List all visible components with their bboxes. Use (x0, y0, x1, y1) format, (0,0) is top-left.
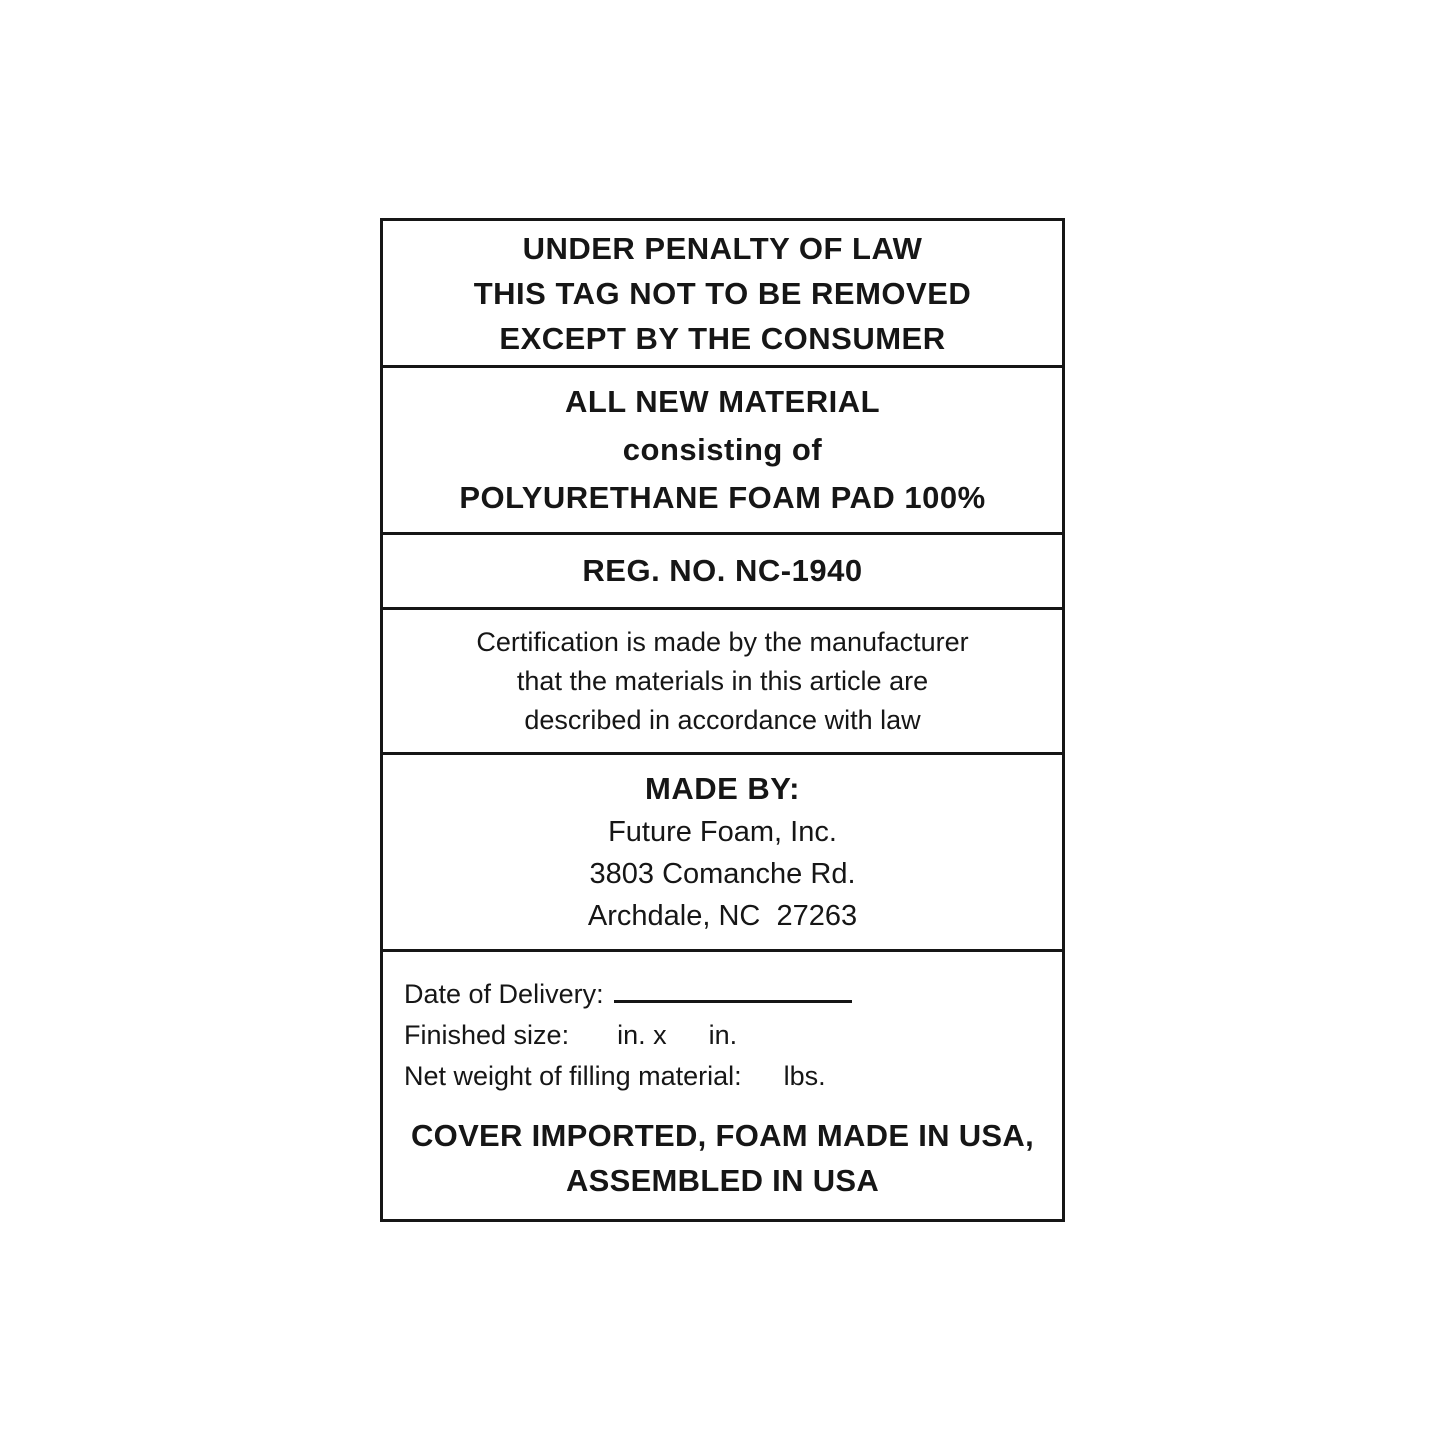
law-label-tag (380, 218, 1065, 1222)
net-weight-unit: lbs. (783, 1061, 826, 1091)
date-of-delivery-blank (614, 1000, 852, 1003)
finished-size-label: Finished size: (404, 1020, 570, 1050)
manufacturer-name: Future Foam, Inc. (608, 816, 837, 848)
date-of-delivery-field (404, 974, 1062, 1015)
finished-size-field (404, 1015, 1062, 1056)
origin-line: COVER IMPORTED, FOAM MADE IN USA, (410, 1118, 1035, 1153)
manufacturer-street: 3803 Comanche Rd. (589, 858, 856, 890)
certification-line: that the materials in this article are (516, 665, 929, 696)
finished-size-unit-2: in. (708, 1020, 738, 1050)
material-line: POLYURETHANE FOAM PAD 100% (459, 480, 986, 515)
made-by-heading: MADE BY: (645, 771, 800, 806)
certification-line: Certification is made by the manufacturer (476, 626, 969, 657)
registration-number-section (383, 535, 1062, 610)
penalty-line: EXCEPT BY THE CONSUMER (499, 320, 946, 356)
material-section (383, 368, 1062, 535)
net-weight-field (404, 1056, 1062, 1097)
origin-statement (383, 1113, 1062, 1203)
origin-line: ASSEMBLED IN USA (565, 1163, 880, 1198)
fill-in-fields (383, 974, 1062, 1097)
material-line: consisting of (622, 432, 823, 467)
manufacturer-city: Archdale, NC 27263 (587, 900, 858, 932)
net-weight-label: Net weight of filling material: (404, 1061, 742, 1091)
certification-line: described in accordance with law (524, 704, 921, 735)
penalty-line: UNDER PENALTY OF LAW (522, 230, 923, 266)
certification-section (383, 610, 1062, 755)
penalty-section (383, 221, 1062, 368)
finished-size-unit-1: in. x (617, 1020, 667, 1050)
date-of-delivery-label: Date of Delivery: (404, 979, 604, 1009)
made-by-section (383, 755, 1062, 952)
material-line: ALL NEW MATERIAL (564, 384, 881, 419)
registration-number: REG. NO. NC-1940 (582, 553, 863, 588)
penalty-line: THIS TAG NOT TO BE REMOVED (473, 275, 972, 311)
details-section (383, 952, 1062, 1219)
